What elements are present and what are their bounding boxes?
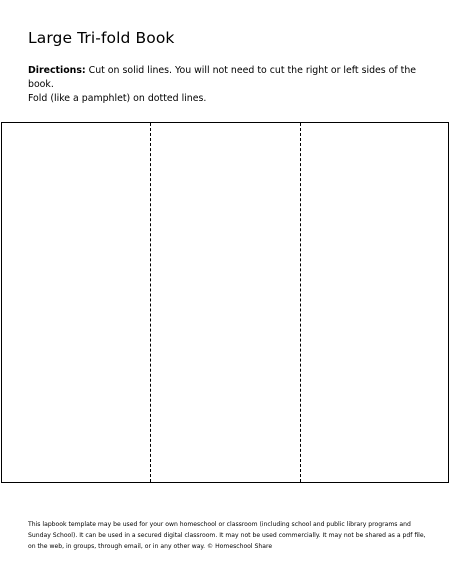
trifold-template: [1, 122, 449, 483]
footer-line-2: Sunday School). It can be used in a secured digital classroom. It may not be used commercially. It may not be shared as a pdf file,: [28, 532, 426, 539]
copyright-notice: [28, 519, 438, 552]
fold-line-right: [300, 123, 301, 482]
directions-label: Directions:: [28, 65, 86, 76]
directions-line-2: Fold (like a pamphlet) on dotted lines.: [28, 93, 207, 104]
footer-line-3: on the web, in groups, through email, or in any other way. © Homeschool Share: [28, 543, 273, 550]
page-title: Large Tri-fold Book: [28, 29, 175, 47]
footer-line-1: This lapbook template may be used for your own homeschool or classroom (including school and public library programs and: [28, 521, 411, 528]
directions-line-1-text: Cut on solid lines. You will not need to cut the right or left sides of the book.: [28, 65, 417, 90]
directions-line-1: [28, 64, 428, 92]
directions-text: [28, 64, 428, 106]
fold-line-left: [150, 123, 151, 482]
